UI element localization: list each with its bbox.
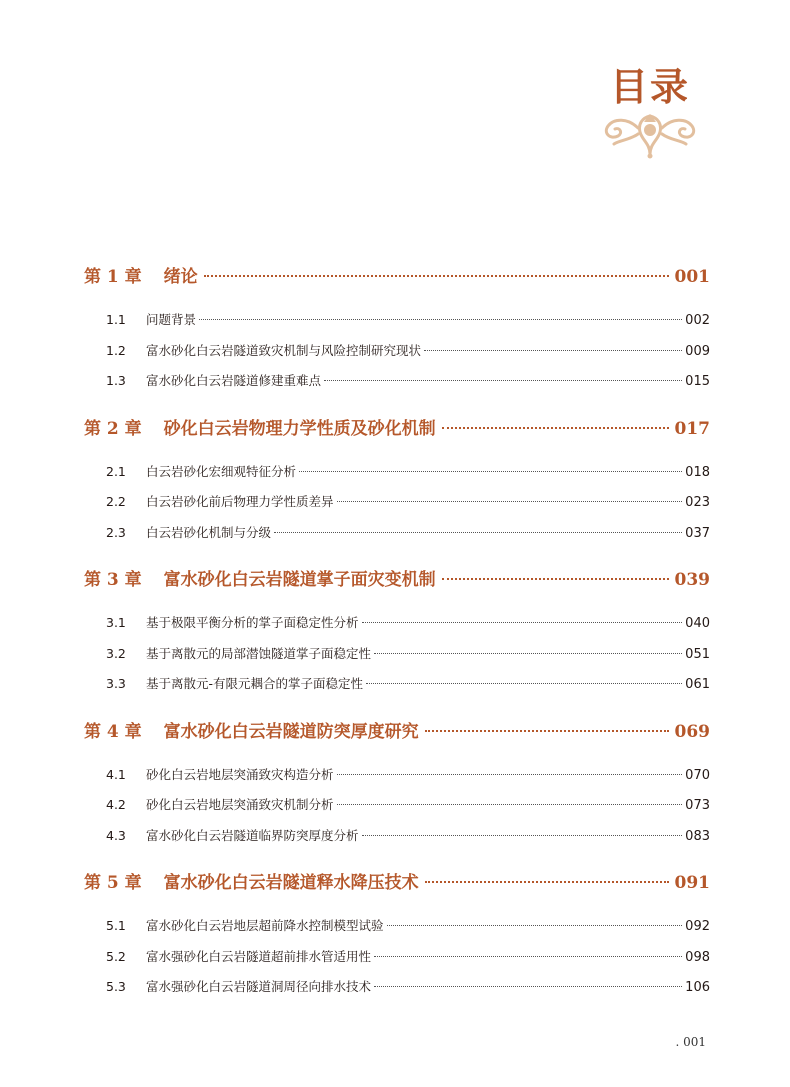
chapter-page: 091 [674,873,710,893]
section-number: 5.3 [106,979,126,994]
section-title: 富水砂化白云岩隧道修建重难点 [146,373,322,388]
chapter-number: 第 5 章 [84,873,142,893]
section-entry[interactable] [84,644,710,675]
section-number: 5.1 [106,918,126,933]
dot-leader [337,501,683,502]
section-page: 061 [685,677,710,692]
dot-leader [324,380,682,381]
section-page: 070 [685,767,710,783]
section-number: 3.2 [106,645,126,661]
dot-leader [204,275,669,277]
section-entry[interactable] [84,462,710,493]
dot-leader [274,532,682,533]
scroll-ornament-icon [598,110,702,160]
section-entry[interactable] [84,795,710,826]
section-page: 106 [685,980,710,995]
chapter-title: 砂化白云岩物理力学性质及砂化机制 [163,418,436,439]
chapter-entry[interactable] [84,262,710,296]
dot-leader [337,774,683,775]
dot-leader [362,622,683,623]
section-number: 2.2 [106,494,126,509]
section-entry[interactable] [84,341,710,372]
section-entry[interactable] [84,310,710,341]
section-page: 009 [685,343,710,359]
dot-leader [424,350,682,351]
section-entry[interactable] [84,977,710,1008]
dot-leader [387,925,683,926]
chapter-number: 第 4 章 [84,721,142,742]
chapter-title: 富水砂化白云岩隧道释水降压技术 [163,873,419,893]
section-title: 白云岩砂化前后物理力学性质差异 [146,494,334,509]
section-entry[interactable] [84,826,710,857]
section-number: 1.1 [106,312,126,327]
chapter-number: 第 3 章 [84,570,142,590]
section-number: 1.2 [106,342,126,358]
section-page: 018 [685,464,710,480]
dot-leader [366,683,682,684]
dot-leader [425,730,669,732]
section-title: 白云岩砂化机制与分级 [146,524,272,540]
page-number: . 001 [675,1035,706,1049]
dot-leader [442,578,669,580]
section-page: 023 [685,495,710,510]
section-entry[interactable] [84,613,710,644]
section-title: 富水强砂化白云岩隧道洞周径向排水技术 [146,979,372,994]
chapter-entry[interactable] [84,414,710,448]
section-page: 083 [685,828,710,844]
section-title: 富水砂化白云岩地层超前降水控制模型试验 [146,918,384,933]
chapter-number: 第 2 章 [84,418,142,439]
section-number: 4.3 [106,827,126,843]
chapter-page: 017 [674,418,710,439]
section-title: 问题背景 [146,312,197,327]
section-title: 富水砂化白云岩隧道临界防突厚度分析 [146,827,359,843]
section-entry[interactable] [84,916,710,947]
section-number: 3.3 [106,676,126,691]
section-page: 002 [685,313,710,328]
chapter-page: 069 [674,721,710,742]
chapter-title: 富水砂化白云岩隧道防突厚度研究 [163,721,419,742]
section-title: 富水砂化白云岩隧道致灾机制与风险控制研究现状 [146,342,422,358]
section-entry[interactable] [84,492,710,523]
chapter-title: 富水砂化白云岩隧道掌子面灾变机制 [163,570,436,590]
section-title: 基于极限平衡分析的掌子面稳定性分析 [146,615,359,630]
section-title: 白云岩砂化宏细观特征分析 [146,463,297,479]
section-title: 富水强砂化白云岩隧道超前排水管适用性 [146,948,372,964]
section-page: 037 [685,525,710,541]
page-title: 目录 [609,65,690,109]
section-number: 1.3 [106,373,126,388]
section-page: 040 [685,616,710,631]
section-number: 3.1 [106,615,126,630]
dot-leader [199,319,682,320]
dot-leader [374,956,682,957]
section-entry[interactable] [84,765,710,796]
dot-leader [362,835,683,836]
dot-leader [425,881,669,883]
table-of-contents [84,262,710,1008]
chapter-page: 039 [674,570,710,590]
section-page: 092 [685,919,710,934]
section-page: 051 [685,646,710,662]
dot-leader [337,804,683,805]
dot-leader [299,471,682,472]
section-entry[interactable] [84,523,710,554]
section-number: 5.2 [106,948,126,964]
section-page: 073 [685,798,710,813]
section-number: 4.2 [106,797,126,812]
section-number: 2.1 [106,463,126,479]
section-number: 2.3 [106,524,126,540]
section-title: 基于离散元-有限元耦合的掌子面稳定性 [146,676,364,691]
chapter-page: 001 [674,267,710,287]
chapter-entry[interactable] [84,868,710,902]
dot-leader [374,653,682,654]
section-entry[interactable] [84,947,710,978]
chapter-entry[interactable] [84,717,710,751]
section-number: 4.1 [106,766,126,782]
section-page: 015 [685,374,710,389]
section-entry[interactable] [84,674,710,705]
chapter-title: 绪论 [163,267,198,287]
dot-leader [442,427,669,429]
section-title: 砂化白云岩地层突涌致灾机制分析 [146,797,334,812]
section-title: 基于离散元的局部潜蚀隧道掌子面稳定性 [146,645,372,661]
chapter-number: 第 1 章 [84,267,142,287]
section-entry[interactable] [84,371,710,402]
chapter-entry[interactable] [84,565,710,599]
section-page: 098 [685,949,710,965]
dot-leader [374,986,682,987]
section-title: 砂化白云岩地层突涌致灾构造分析 [146,766,334,782]
